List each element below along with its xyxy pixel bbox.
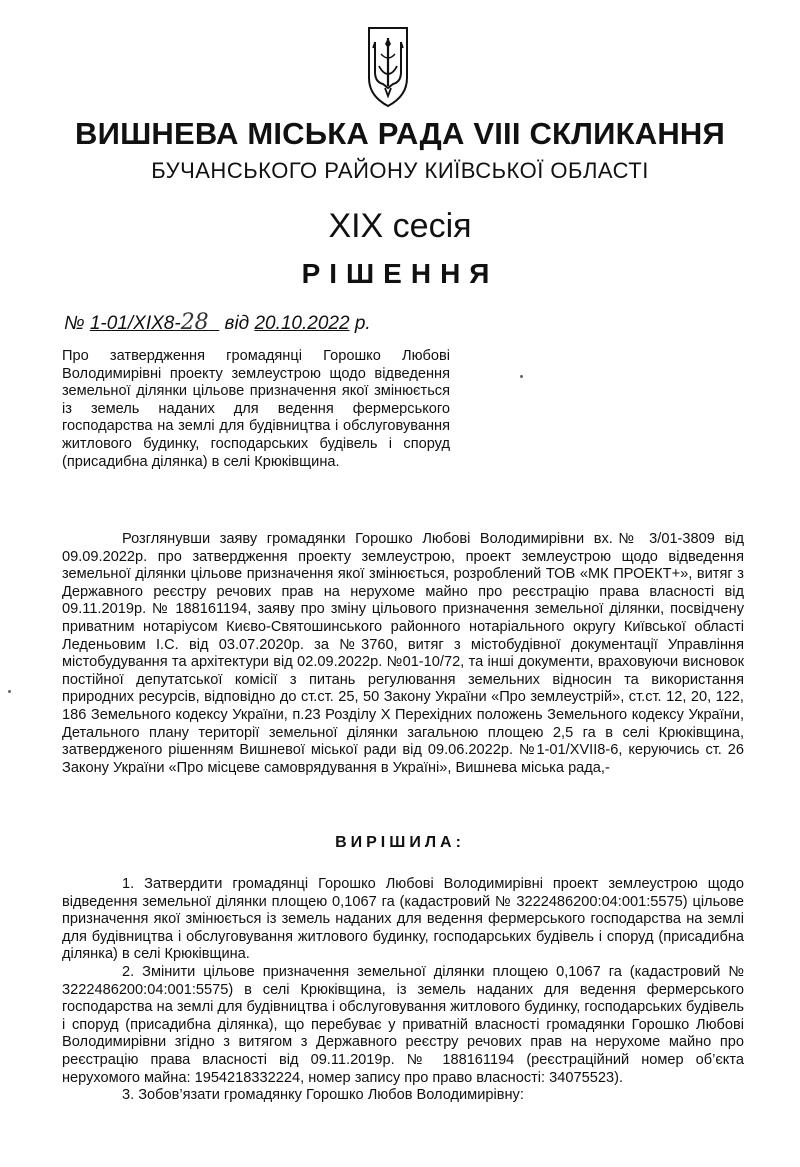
- handwritten-number: 28: [180, 310, 209, 335]
- decision-subject: Про затвердження громадянці Горошко Любові Володимирівні проекту землеустрою щодо відведення земельної ділянки цільове призначення якої змінюється із земель наданих для ведення фермерського господарства на землі для будівництва і обслуговування житлового будинку, господарських будівель і споруд (присадибна ділянка) в селі Крюківщина.: [62, 348, 450, 470]
- number-prefix: №: [64, 313, 85, 334]
- scan-speck: [520, 375, 523, 378]
- preamble-section: [62, 531, 744, 777]
- decision-number: 1-01/XIX8-28: [89, 310, 209, 335]
- decision-item-3: 3. Зобов’язати громадянку Горошко Любов Володимирівну:: [122, 1087, 524, 1104]
- decision-item-2: 2. Змінити цільове призначення земельної ділянки площею 0,1067 га (кадастровий № 3222486200:04:001:5575) в селі Крюківщина, із земель наданих для ведення фермерського господарства на землі для будівництва і обслуговування житлового будинку, господарських будівель і споруд (присадибна ділянка), що перебуває у приватній власності громадянки Горошко Любові Володимирівни згідно з витягом з Державного реєстру речових прав на нерухоме майно про реєстрацію права власності від 09.11.2019р. № 188161194 (реєстраційний номер об’єкта нерухомого майна: 1954218332224, номер запису про право власності: 34075523).: [62, 963, 744, 1086]
- council-title: ВИШНЕВА МІСЬКА РАДА VIII СКЛИКАННЯ: [75, 116, 725, 151]
- year-suffix: р.: [354, 313, 371, 334]
- document-type: РІШЕННЯ: [301, 258, 499, 289]
- decision-date: 20.10.2022: [254, 313, 350, 334]
- decision-number-line: [64, 310, 371, 335]
- from-label: від: [224, 313, 250, 334]
- preamble-paragraph: Розглянувши заяву громадянки Горошко Любові Володимирівни вх.№ 3/01-3809 від 09.09.2022р. про затвердження проекту землеустрою, проект землеустрою щодо відведення земельної ділянки цільове призначення якої змінюється, розроблений ТОВ «МК ПРОЕКТ+», витяг з Державного реєстру речових прав на нерухоме майно про реєстрацію права власності від 09.11.2019р. № 188161194, заяву про зміну цільового призначення земельної ділянки, посвідчену приватним нотаріусом Києво-Святошинського районного нотаріального округу Київської області Леденьовим І.С. від 03.07.2020р. за №3760, витяг з містобудівної документації Управління містобудування та архітектури від 02.09.2022р. №01-10/72, та інші документи, враховуючи висновок постійної депутатської комісії з питань регулювання земельних відносин та використання природних ресурсів, відповідно до ст.ст. 25, 50 Закону України «Про землеустрій», ст.ст. 12, 20, 122, 186 Земельного кодексу України, п.23 Розділу Х Перехідних положень Земельного кодексу України, Детального плану території земельної ділянки загальною площею 2,5 га в селі Крюківщина, затвердженого рішенням Вишневої міської ради від 09.06.2022р. №1-01/XVII8-6, керуючись ст. 26 Закону України «Про місцеве самоврядування в Україні», Вишнева міська рада,-: [62, 531, 744, 776]
- scan-speck: [8, 690, 11, 693]
- session-label: XIX сесія: [328, 207, 472, 245]
- district-subtitle: БУЧАНСЬКОГО РАЙОНУ КИЇВСЬКОЇ ОБЛАСТІ: [151, 158, 649, 183]
- decided-heading: ВИРІШИЛА:: [335, 834, 465, 851]
- trident-emblem-icon: [365, 26, 411, 108]
- decision-items: [62, 876, 744, 1105]
- decision-item-1: 1. Затвердити громадянці Горошко Любові Володимирівні проект землеустрою щодо відведення земельної ділянки площею 0,1067 га (кадастровий № 3222486200:04:001:5575) цільове призначення якої змінюється із земель наданих для ведення фермерського господарства на землі для будівництва і обслуговування житлового будинку, господарських будівель і споруд (присадибна ділянка) в селі Крюківщина.: [62, 876, 744, 963]
